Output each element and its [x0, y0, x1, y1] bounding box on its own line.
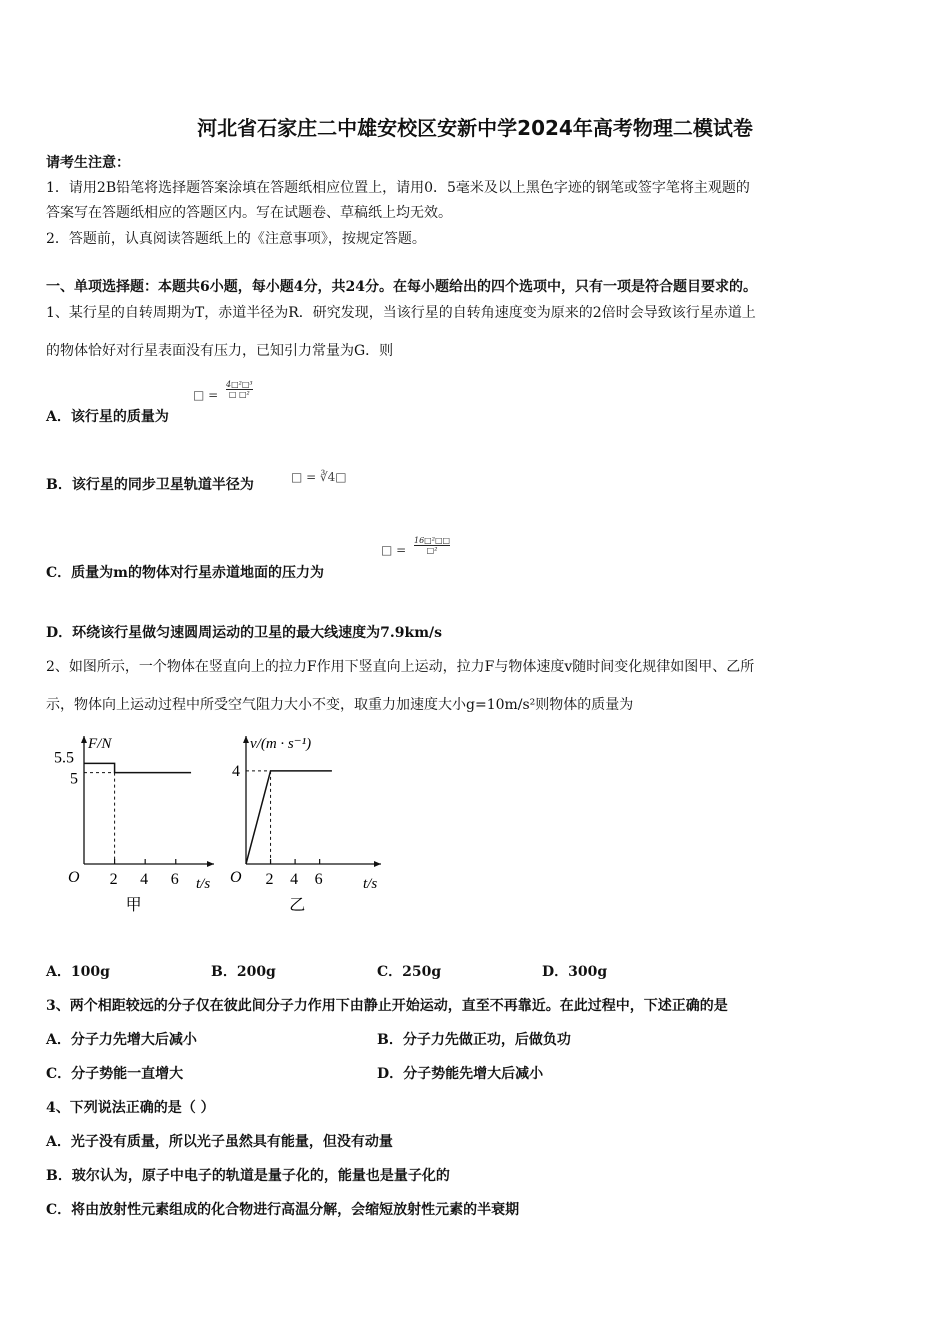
x-axis-arrow	[207, 861, 214, 867]
q1-option-c: C．质量为m的物体对行星赤道地面的压力为	[46, 565, 324, 581]
y-axis-arrow	[81, 736, 87, 743]
series-line-F	[84, 763, 191, 772]
q2-stem-b: 示，物体向上运动过程中所受空气阻力大小不变，取重力加速度大小g=10m/s²则物体的质量为	[46, 697, 634, 713]
q4-stem: 4、下列说法正确的是（ ）	[46, 1100, 215, 1116]
q3-option-d: D．分子势能先增大后减小	[377, 1066, 544, 1082]
notice-heading: 请考生注意：	[46, 155, 130, 171]
x-axis-label: t/s	[196, 876, 211, 892]
notice-line-2: 2．答题前，认真阅读答题纸上的《注意事项》，按规定答题。	[46, 231, 426, 247]
q1-formula-c-den: □²	[414, 545, 450, 555]
q2-option-b: B．200g	[211, 964, 276, 980]
q2-option-d: D．300g	[542, 964, 608, 980]
q1-stem-b: 的物体恰好对行星表面没有压力，已知引力常量为G．则	[46, 343, 394, 359]
q2-stem-a: 2、如图所示，一个物体在竖直向上的拉力F作用下竖直向上运动，拉力F与物体速度v随时间变化规律如图甲、乙所	[46, 659, 755, 675]
chart-caption: 乙	[289, 897, 306, 914]
x-axis-arrow	[374, 861, 381, 867]
q1-option-a: A．该行星的质量为	[46, 409, 169, 425]
notice-line-1b: 答案写在答题纸相应的答题区内。写在试题卷、草稿纸上均无效。	[46, 205, 452, 221]
x-tick-label: 2	[109, 871, 118, 888]
q4-option-a: A．光子没有质量，所以光子虽然具有能量，但没有动量	[46, 1134, 393, 1150]
q1-formula-c-lhs: □ =	[381, 543, 407, 557]
q2-option-a: A．100g	[46, 964, 110, 980]
x-tick-label: 6	[314, 871, 323, 888]
origin-label: O	[230, 869, 242, 886]
q3-option-c: C．分子势能一直增大	[46, 1066, 184, 1082]
q3-option-a: A．分子力先增大后减小	[46, 1032, 197, 1048]
q1-formula-a-num: 4□²□³	[226, 380, 253, 389]
y-axis-label: v/(m · s⁻¹)	[250, 736, 312, 752]
velocity-time-chart	[226, 728, 401, 923]
y-tick-label: 5	[70, 770, 78, 788]
q2-option-c: C．250g	[377, 964, 442, 980]
force-time-chart	[46, 728, 226, 923]
q1-formula-a-lhs: □ =	[193, 388, 219, 402]
y-tick-label: 5.5	[54, 749, 74, 767]
q3-stem: 3、两个相距较远的分子仅在彼此间分子力作用下由静止开始运动，直至不再靠近。在此过程中，下述正确的是	[46, 998, 728, 1014]
x-tick-label: 6	[170, 871, 179, 888]
q1-formula-c-fraction	[414, 536, 450, 555]
q1-option-d: D．环绕该行星做匀速圆周运动的卫星的最大线速度为7.9km/s	[46, 625, 443, 641]
series-line-v	[246, 771, 332, 864]
y-axis-arrow	[243, 736, 249, 743]
section-heading: 一、单项选择题：本题共6小题，每小题4分，共24分。在每小题给出的四个选项中，只有一项是符合题目要求的。	[46, 279, 757, 295]
x-tick-label: 4	[140, 871, 149, 888]
page-title: 河北省石家庄二中雄安校区安新中学2024年高考物理二模试卷	[197, 116, 753, 140]
q3-option-b: B．分子力先做正功，后做负功	[377, 1032, 571, 1048]
y-axis-label: F/N	[88, 736, 112, 752]
q4-option-c: C．将由放射性元素组成的化合物进行高温分解，会缩短放射性元素的半衰期	[46, 1202, 520, 1218]
q4-option-b: B．玻尔认为，原子中电子的轨道是量子化的，能量也是量子化的	[46, 1168, 450, 1184]
q1-formula-b: □ = ∛4□	[291, 470, 347, 484]
q1-stem-a: 1、某行星的自转周期为T，赤道半径为R．研究发现，当该行星的自转角速度变为原来的2倍时会导致该行星赤道上	[46, 305, 756, 321]
notice-line-1a: 1．请用2B铅笔将选择题答案涂填在答题纸相应位置上，请用0．5毫米及以上黑色字迹的钢笔或签字笔将主观题的	[46, 180, 750, 196]
y-tick-label: 4	[232, 762, 240, 780]
origin-label: O	[68, 869, 80, 886]
chart-caption: 甲	[125, 897, 142, 914]
x-axis-label: t/s	[363, 876, 378, 892]
x-tick-label: 4	[290, 871, 299, 888]
x-tick-label: 2	[265, 871, 274, 888]
q1-formula-a-fraction	[226, 380, 253, 399]
q1-formula-c-num: 16□²□□	[414, 536, 451, 545]
q1-option-b: B．该行星的同步卫星轨道半径为	[46, 477, 254, 493]
q1-formula-a-den: □ □²	[226, 389, 253, 399]
